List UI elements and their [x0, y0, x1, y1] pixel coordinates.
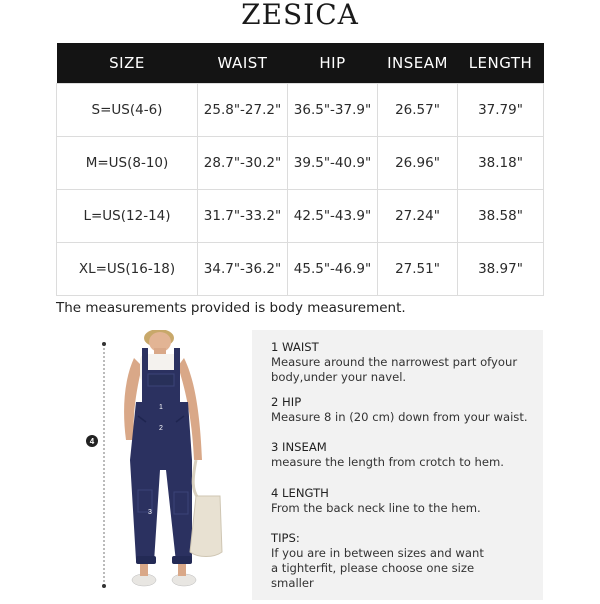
- cell-length: 38.18": [458, 137, 544, 190]
- cell-inseam: 26.57": [378, 84, 458, 137]
- inseam-title: 3 INSEAM: [271, 440, 327, 454]
- cell-hip: 42.5"-43.9": [288, 190, 378, 243]
- table-row: [57, 84, 544, 137]
- table-row: [57, 190, 544, 243]
- hip-text: Measure 8 in (20 cm) down from your waist.: [271, 410, 528, 424]
- inseam-text: measure the length from crotch to hem.: [271, 455, 504, 469]
- cell-size: M=US(8-10): [57, 137, 198, 190]
- hip-title: 2 HIP: [271, 395, 302, 409]
- cell-hip: 39.5"-40.9": [288, 137, 378, 190]
- cell-length: 37.79": [458, 84, 544, 137]
- length-text: From the back neck line to the hem.: [271, 501, 481, 515]
- tips-title: TIPS:: [271, 531, 300, 545]
- hip-instruction: [271, 395, 531, 425]
- cell-waist: 34.7"-36.2": [198, 243, 288, 296]
- hip-marker: 2: [159, 425, 163, 432]
- cell-size: S=US(4-6): [57, 84, 198, 137]
- cell-length: 38.58": [458, 190, 544, 243]
- cell-size: L=US(12-14): [57, 190, 198, 243]
- cell-length: 38.97": [458, 243, 544, 296]
- cell-waist: 28.7"-30.2": [198, 137, 288, 190]
- tote-bag: [190, 496, 222, 557]
- cell-waist: 25.8"-27.2": [198, 84, 288, 137]
- cell-inseam: 27.24": [378, 190, 458, 243]
- cell-hip: 36.5"-37.9": [288, 84, 378, 137]
- model-illustration: [80, 330, 250, 600]
- brand-logo: ZESICA: [241, 0, 359, 31]
- waist-text: Measure around the narrowest part ofyour body,under your navel.: [271, 355, 518, 384]
- header-hip: HIP: [288, 43, 378, 84]
- waist-instruction: [271, 340, 521, 385]
- tips-text: If you are in between sizes and want a tighterfit, please choose one size smaller: [271, 546, 484, 590]
- length-guide-bottom: [102, 584, 106, 588]
- tips-instruction: [271, 531, 493, 591]
- instructions-panel: [252, 330, 543, 600]
- length-guide-top: [102, 342, 106, 346]
- waist-title: 1 WAIST: [271, 340, 319, 354]
- header-inseam: INSEAM: [378, 43, 458, 84]
- cell-hip: 45.5"-46.9": [288, 243, 378, 296]
- size-chart-table: [56, 43, 544, 296]
- table-row: [57, 137, 544, 190]
- cell-inseam: 26.96": [378, 137, 458, 190]
- length-instruction: [271, 486, 531, 516]
- header-waist: WAIST: [198, 43, 288, 84]
- length-marker: 4: [89, 437, 95, 446]
- measurement-note: The measurements provided is body measurement.: [56, 300, 406, 316]
- inseam-instruction: [271, 440, 531, 470]
- cell-inseam: 27.51": [378, 243, 458, 296]
- waist-marker: 1: [159, 404, 163, 411]
- table-header-row: [57, 43, 544, 84]
- header-length: LENGTH: [458, 43, 544, 84]
- cell-waist: 31.7"-33.2": [198, 190, 288, 243]
- model-figure: [80, 330, 250, 600]
- table-row: [57, 243, 544, 296]
- inseam-marker: 3: [148, 509, 152, 516]
- length-title: 4 LENGTH: [271, 486, 329, 500]
- header-size: SIZE: [57, 43, 198, 84]
- cell-size: XL=US(16-18): [57, 243, 198, 296]
